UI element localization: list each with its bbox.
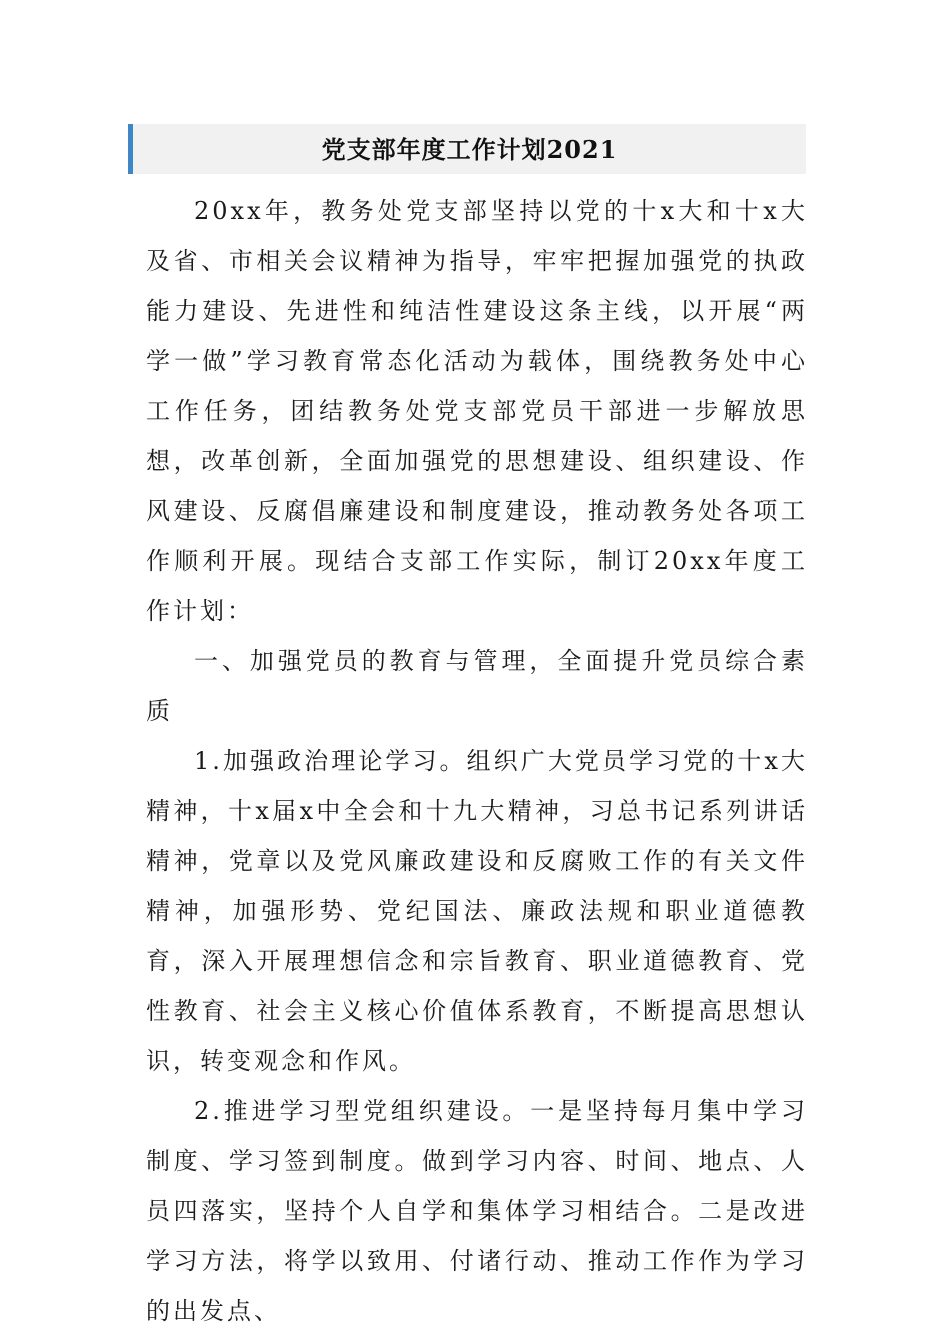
paragraph-item-2: 2.推进学习型党组织建设。一是坚持每月集中学习制度、学习签到制度。做到学习内容、时间、地点、人员四落实，坚持个人自学和集体学习相结合。二是改进学习方法，将学以致用、付诸行动、推动工作作为学习的出发点、	[146, 1097, 808, 1325]
paragraph-item-1: 1.加强政治理论学习。组织广大党员学习党的十x大精神，十x届x中全会和十九大精神，习总书记系列讲话精神，党章以及党风廉政建设和反腐败工作的有关文件精神，加强形势、党纪国法、廉政法规和职业道德教育，深入开展理想信念和宗旨教育、职业道德教育、党性教育、社会主义核心价值体系教育，不断提高思想认识，转变观念和作风。	[146, 747, 808, 1075]
section-heading-1: 一、加强党员的教育与管理，全面提升党员综合素质	[146, 647, 808, 725]
page-title: 党支部年度工作计划2021	[321, 135, 618, 164]
paragraph-intro: 20xx年，教务处党支部坚持以党的十x大和十x大及省、市相关会议精神为指导，牢牢把握加强党的执政能力建设、先进性和纯洁性建设这条主线，以开展“两学一做”学习教育常态化活动为载体，围绕教务处中心工作任务，团结教务处党支部党员干部进一步解放思想，改革创新，全面加强党的思想建设、组织建设、作风建设、反腐倡廉建设和制度建设，推动教务处各项工作顺利开展。现结合支部工作实际，制订20xx年度工作计划：	[146, 197, 808, 625]
title-banner	[128, 124, 806, 174]
document-body	[146, 186, 808, 1336]
